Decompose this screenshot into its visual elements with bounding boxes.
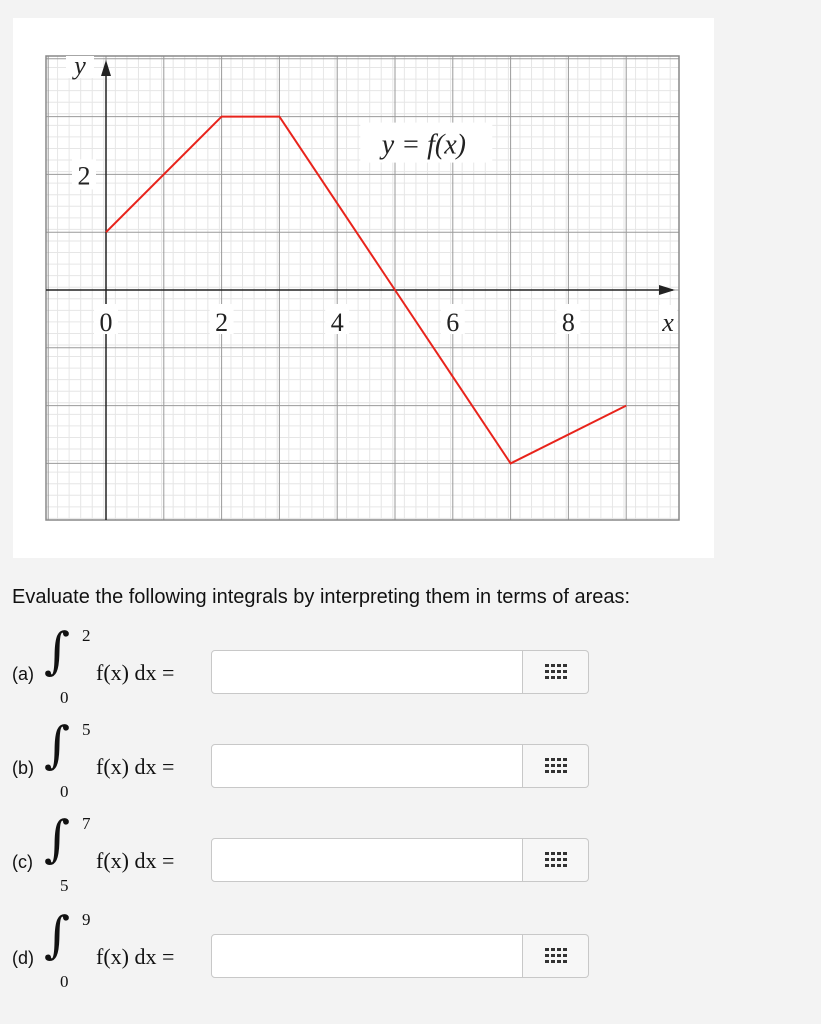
question-label: (b) bbox=[12, 758, 34, 778]
upper-limit: 9 bbox=[82, 910, 91, 929]
lower-limit: 0 bbox=[60, 688, 69, 707]
y-tick-label: 2 bbox=[77, 161, 91, 191]
keypad-button-a[interactable] bbox=[523, 650, 589, 694]
question-row-c bbox=[0, 808, 821, 908]
keypad-button-d[interactable] bbox=[523, 934, 589, 978]
grid-keypad-icon bbox=[545, 664, 567, 680]
upper-limit: 5 bbox=[82, 720, 91, 739]
integrand: f(x) dx = bbox=[96, 660, 175, 685]
lower-limit: 0 bbox=[60, 782, 69, 801]
lower-limit: 0 bbox=[60, 972, 69, 991]
integral-icon: ∫ bbox=[44, 906, 71, 964]
x-tick-label: 8 bbox=[561, 308, 575, 337]
integrand: f(x) dx = bbox=[96, 754, 175, 779]
integral-icon: ∫ bbox=[44, 622, 71, 680]
integrand: f(x) dx = bbox=[96, 848, 175, 873]
x-tick-label: 2 bbox=[215, 308, 229, 337]
x-axis-label: x bbox=[662, 308, 674, 337]
curve-label: y = f(x) bbox=[381, 129, 466, 161]
instructions-text: Evaluate the following integrals by interpreting them in terms of areas: bbox=[12, 586, 631, 608]
function-graph bbox=[13, 18, 714, 558]
graph-panel bbox=[13, 18, 714, 558]
grid-keypad-icon bbox=[545, 948, 567, 964]
lower-limit: 5 bbox=[60, 876, 69, 895]
answer-input-c[interactable] bbox=[211, 838, 523, 882]
y-axis-label: y bbox=[74, 51, 86, 80]
x-tick-label: 6 bbox=[446, 308, 460, 337]
question-label: (a) bbox=[12, 664, 34, 684]
integral-icon: ∫ bbox=[44, 716, 71, 774]
answer-input-b[interactable] bbox=[211, 744, 523, 788]
x-tick-label: 0 bbox=[99, 308, 113, 337]
question-label: (c) bbox=[12, 852, 33, 872]
answer-input-d[interactable] bbox=[211, 934, 523, 978]
integral-icon: ∫ bbox=[44, 810, 71, 868]
x-axis-arrow-icon bbox=[659, 285, 675, 295]
question-row-a bbox=[0, 620, 821, 720]
answer-input-a[interactable] bbox=[211, 650, 523, 694]
grid-keypad-icon bbox=[545, 758, 567, 774]
keypad-button-b[interactable] bbox=[523, 744, 589, 788]
question-label: (d) bbox=[12, 948, 34, 968]
question-row-b bbox=[0, 714, 821, 814]
upper-limit: 2 bbox=[82, 626, 91, 645]
question-row-d bbox=[0, 904, 821, 1004]
keypad-button-c[interactable] bbox=[523, 838, 589, 882]
x-tick-label: 4 bbox=[330, 308, 344, 337]
grid-keypad-icon bbox=[545, 852, 567, 868]
integrand: f(x) dx = bbox=[96, 944, 175, 969]
upper-limit: 7 bbox=[82, 814, 91, 833]
